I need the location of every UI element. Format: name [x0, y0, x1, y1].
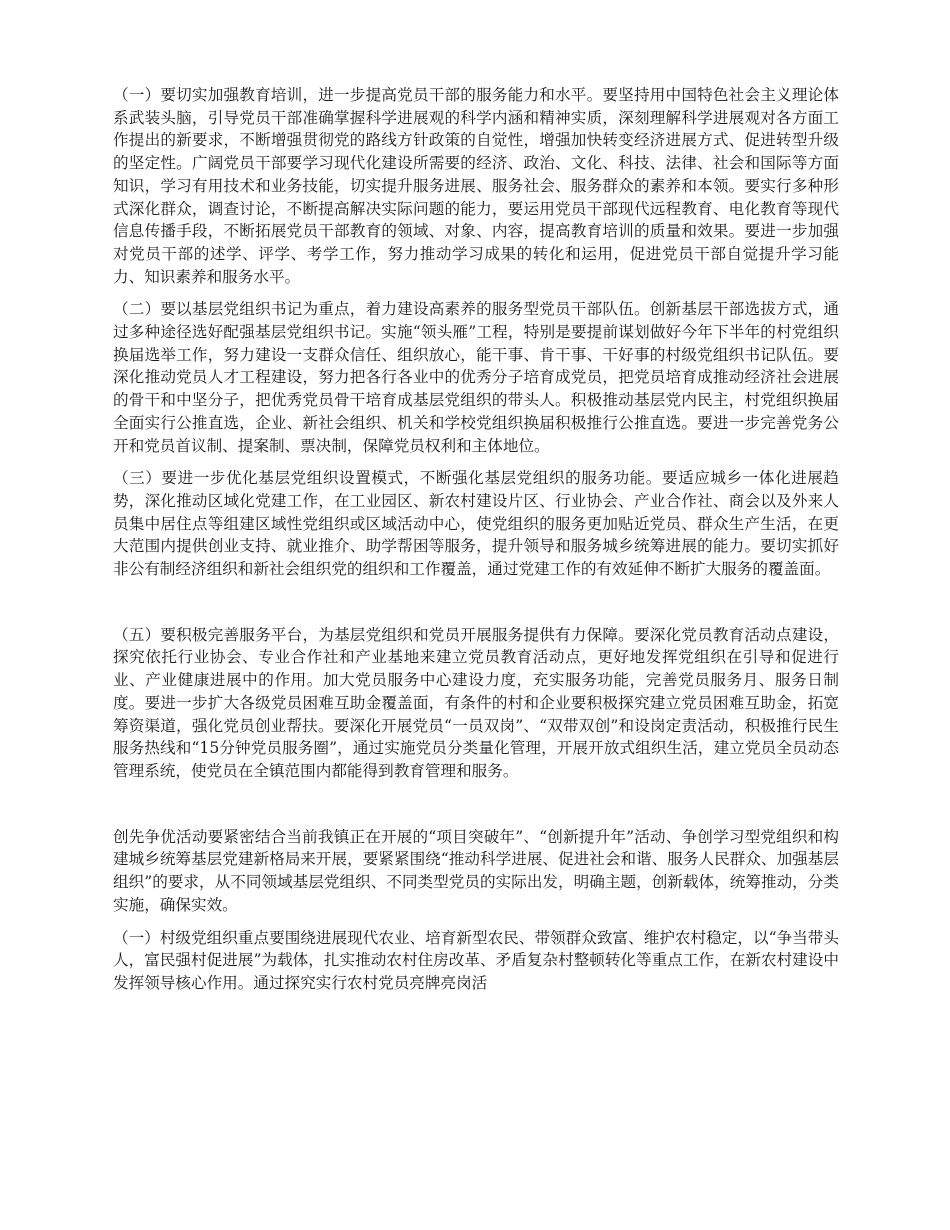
paragraph-village-organizations: （一）村级党组织重点要围绕进展现代农业、培育新型农民、带领群众致富、维护农村稳定，以“争当带头人，富民强村促进展”为载体，扎实推动农村住房改革、矛盾复杂村整顿转化等重点工作，在新农村建设中发挥领导核心作用。通过探究实行农村党员亮牌亮岗活 [113, 928, 839, 992]
paragraph-spacer [113, 288, 839, 298]
section-spacer [113, 783, 839, 826]
paragraph-spacer [113, 457, 839, 467]
paragraph-education-training: （一）要切实加强教育培训，进一步提高党员干部的服务能力和水平。要坚持用中国特色社会主义理论体系武装头脑，引导党员干部准确掌握科学进展观的科学内涵和精神实质，深刻理解科学进展观对各方面工作提出的新要求，不断增强贯彻党的路线方针政策的自觉性，增强加快转变经济进展方式、促进转型升级的坚定性。广阔党员干部要学习现代化建设所需要的经济、政治、文化、科技、法律、社会和国际等方面知识，学习有用技术和业务技能，切实提升服务进展、服务社会、服务群众的素养和本领。要实行多种形式深化群众，调查讨论，不断提高解决实际问题的能力，要运用党员干部现代远程教育、电化教育等现代信息传播手段，不断拓展党员干部教育的领域、对象、内容，提高教育培训的质量和效果。要进一步加强对党员干部的述学、评学、考学工作，努力推动学习成果的转化和运用，促进党员干部自觉提升学习能力、知识素养和服务水平。 [113, 86, 839, 286]
section-spacer [113, 581, 839, 624]
paragraph-activity-overview: 创先争优活动要紧密结合当前我镇正在开展的“项目突破年”、“创新提升年”活动、争创学习型党组织和构建城乡统筹基层党建新格局来开展，要紧紧围绕“推动科学进展、促进社会和谐、服务人民群众、加强基层组织”的要求，从不同领域基层党组织、不同类型党员的实际出发，明确主题，创新载体，统筹推动，分类实施，确保实效。 [113, 827, 839, 914]
document-page [113, 84, 839, 995]
paragraph-spacer [113, 917, 839, 927]
paragraph-organization-setup: （三）要进一步优化基层党组织设置模式，不断强化基层党组织的服务功能。要适应城乡一体化进展趋势，深化推动区域化党建工作，在工业园区、新农村建设片区、行业协会、产业合作社、商会以及外来人员集中居住点等组建区域性党组织或区域活动中心，使党组织的服务更加贴近党员、群众生产生活，在更大范围内提供创业支持、就业推介、助学帮困等服务，提升领导和服务城乡统筹进展的能力。要切实抓好非公有制经济组织和新社会组织党的组织和工作覆盖，通过党建工作的有效延伸不断扩大服务的覆盖面。 [113, 469, 839, 579]
paragraph-service-platform: （五）要积极完善服务平台，为基层党组织和党员开展服务提供有力保障。要深化党员教育活动点建设，探究依托行业协会、专业合作社和产业基地来建立党员教育活动点，更好地发挥党组织在引导和促进行业、产业健康进展中的作用。加大党员服务中心建设力度，充实服务功能，完善党员服务月、服务日制度。要进一步扩大各级党员困难互助金覆盖面，有条件的村和企业要积极探究建立党员困难互助金，拓宽筹资渠道，强化党员创业帮扶。要深化开展党员“一员双岗”、“双带双创”和设岗定责活动，积极推行民生服务热线和“15分钟党员服务圈”，通过实施党员分类量化管理，开展开放式组织生活，建立党员全员动态管理系统，使党员在全镇范围内都能得到教育管理和服务。 [113, 625, 839, 780]
paragraph-cadre-team: （二）要以基层党组织书记为重点，着力建设高素养的服务型党员干部队伍。创新基层干部选拔方式，通过多种途径选好配强基层党组织书记。实施“领头雁”工程，特别是要提前谋划做好今年下半年的村党组织换届选举工作，努力建设一支群众信任、组织放心，能干事、肯干事、干好事的村级党组织书记队伍。要深化推动党员人才工程建设，努力把各行各业中的优秀分子培育成党员，把党员培育成推动经济社会进展的骨干和中坚分子，把优秀党员骨干培育成基层党组织的带头人。积极推动基层党内民主，村党组织换届全面实行公推直选，企业、新社会组织、机关和学校党组织换届积极推行公推直选。要进一步完善党务公开和党员首议制、提案制、票决制，保障党员权利和主体地位。 [113, 300, 839, 455]
